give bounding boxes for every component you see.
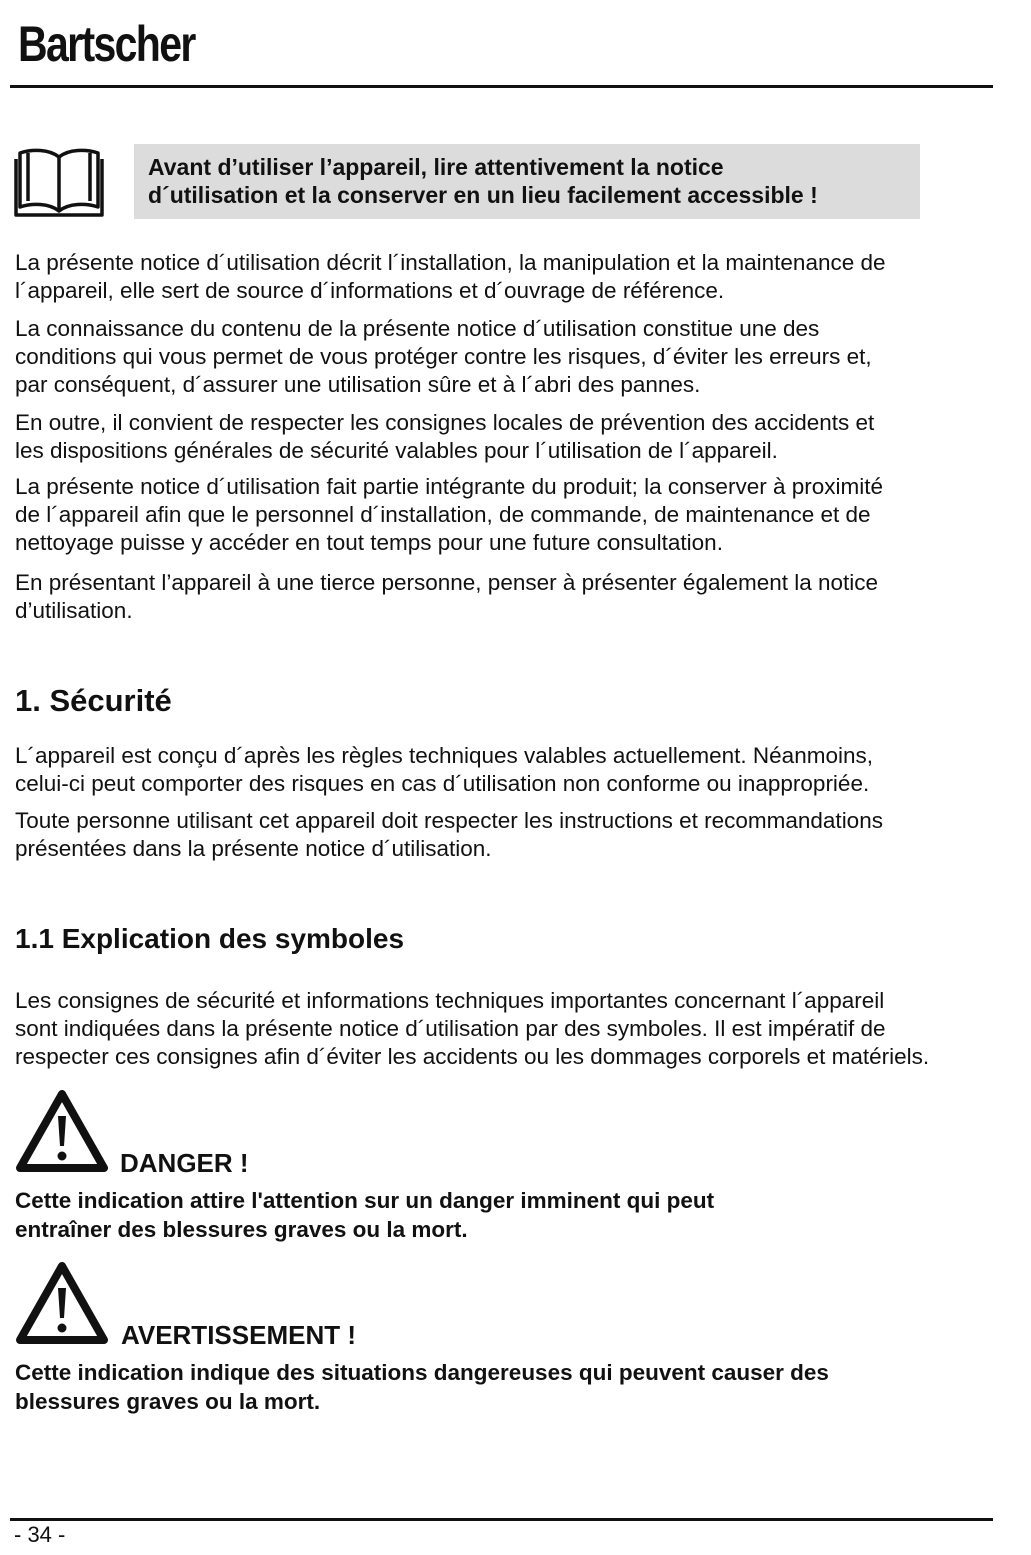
section-heading: 1. Sécurité — [15, 683, 172, 718]
text-line: En présentant l’appareil à une tierce personne, penser à présenter également la notice — [15, 570, 879, 595]
brand-logo — [18, 8, 233, 80]
text-line: La connaissance du contenu de la présente notice d´utilisation constitue une des — [15, 316, 820, 341]
intro-paragraph — [15, 569, 878, 625]
warning-label: AVERTISSEMENT ! — [121, 1320, 356, 1350]
intro-paragraph — [15, 249, 886, 305]
subsection-heading: 1.1 Explication des symboles — [15, 923, 405, 954]
text-line: Cette indication attire l'attention sur un danger imminent qui peut — [15, 1188, 715, 1213]
notice-line: d´utilisation et la conserver en un lieu facilement accessible ! — [148, 182, 818, 208]
text-line: Les consignes de sécurité et informations techniques importantes concernant l´appareil — [15, 988, 885, 1013]
text-line: La présente notice d´utilisation décrit l´installation, la manipulation et la maintenance de — [15, 250, 886, 275]
text-line: respecter ces consignes afin d´éviter les accidents ou les dommages corporels et matériels. — [15, 1044, 930, 1069]
text-line: Cette indication indique des situations dangereuses qui peuvent causer des — [15, 1360, 829, 1385]
header-rule — [10, 85, 993, 88]
section-paragraph — [15, 987, 929, 1071]
danger-label: DANGER ! — [120, 1148, 249, 1178]
section-paragraph — [15, 742, 873, 798]
notice-box — [134, 144, 920, 219]
text-line: de l´appareil afin que le personnel d´installation, de commande, de maintenance et de — [15, 502, 871, 527]
book-icon — [14, 143, 104, 217]
intro-paragraph — [15, 473, 883, 557]
text-line: présentées dans la présente notice d´utilisation. — [15, 836, 492, 861]
text-line: sont indiquées dans la présente notice d´utilisation par des symboles. Il est impératif de — [15, 1016, 886, 1041]
warning-description — [15, 1358, 829, 1416]
section-paragraph — [15, 807, 883, 863]
text-line: les dispositions générales de sécurité valables pour l´utilisation de l´appareil. — [15, 438, 778, 463]
text-line: d’utilisation. — [15, 598, 133, 623]
text-line: conditions qui vous permet de vous protéger contre les risques, d´éviter les erreurs et, — [15, 344, 872, 369]
text-line: l´appareil, elle sert de source d´informations et d´ouvrage de référence. — [15, 278, 725, 303]
notice-line: Avant d’utiliser l’appareil, lire attentivement la notice — [148, 154, 724, 180]
warning-triangle-icon — [14, 1088, 110, 1174]
text-line: Toute personne utilisant cet appareil doit respecter les instructions et recommandations — [15, 808, 883, 833]
text-line: blessures graves ou la mort. — [15, 1389, 321, 1414]
text-line: par conséquent, d´assurer une utilisation sûre et à l´abri des pannes. — [15, 372, 701, 397]
brand-name: Bartscher — [18, 16, 195, 72]
text-line: En outre, il convient de respecter les consignes locales de prévention des accidents et — [15, 410, 875, 435]
text-line: La présente notice d´utilisation fait partie intégrante du produit; la conserver à proximité — [15, 474, 883, 499]
footer-rule — [10, 1518, 993, 1521]
danger-description — [15, 1186, 714, 1244]
text-line: celui-ci peut comporter des risques en cas d´utilisation non conforme ou inappropriée. — [15, 771, 870, 796]
text-line: L´appareil est conçu d´après les règles techniques valables actuellement. Néanmoins, — [15, 743, 873, 768]
intro-paragraph — [15, 315, 872, 399]
warning-triangle-icon — [14, 1260, 110, 1346]
text-line: entraîner des blessures graves ou la mort. — [15, 1217, 468, 1242]
text-line: nettoyage puisse y accéder en tout temps pour une future consultation. — [15, 530, 723, 555]
page-number: - 34 - — [14, 1522, 66, 1547]
intro-paragraph — [15, 409, 874, 465]
